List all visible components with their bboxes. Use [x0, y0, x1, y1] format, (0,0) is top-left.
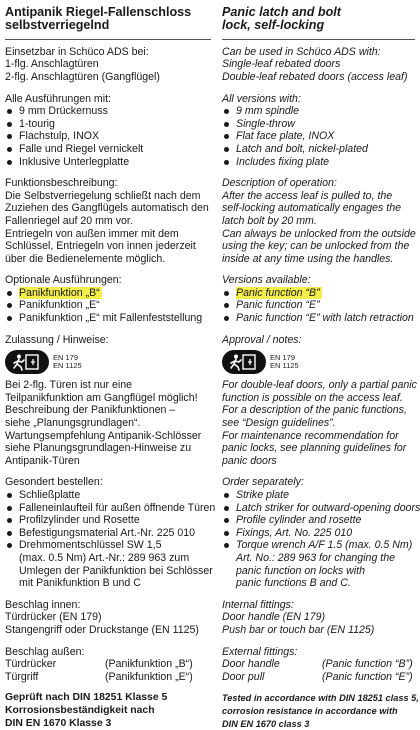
section-heading: Gesondert bestellen: [5, 476, 103, 489]
list-item: Profile cylinder and rosette [222, 514, 415, 527]
section-heading: All versions with: [222, 92, 301, 105]
table-row: Türdrücker (Panikfunktion „B“) [5, 658, 193, 671]
internal-fittings-de: Beschlag innen: Türdrücker (EN 179) Stangengriff oder Druckstange (EN 1125) [5, 599, 211, 637]
test-note-de: Geprüft nach DIN 18251 Klasse 5 Korrosionsbeständigkeit nach DIN EN 1670 Klasse 3 [5, 692, 168, 729]
list-item: 9 mm spindle [222, 105, 415, 118]
section-heading: Approval / notes: [222, 333, 302, 346]
internal-fittings-en: Internal fittings: Door handle (EN 179) Push bar or touch bar (EN 1125) [222, 599, 415, 637]
title-en: Panic latch and bolt lock, self-locking [222, 5, 341, 32]
test-note-en: Tested in accordance with DIN 18251 class 5, corrosion resistance in accordance with DIN EN 1670 class 3 [222, 693, 419, 729]
external-fittings-de [5, 646, 211, 684]
certification-mark: EN 179 EN 1125 [222, 349, 415, 375]
section-heading: Beschlag außen: [5, 645, 85, 658]
section-heading: Order separately: [222, 476, 304, 489]
table-row: Door pull (Panic function “E”) [222, 670, 413, 683]
list-item-highlighted: Panikfunktion „B“ [5, 287, 211, 300]
divider [5, 39, 211, 40]
list-item: Single-throw [222, 118, 415, 131]
list-item: Drehmomentschlüssel SW 1,5 (max. 0.5 Nm) Art.-Nr.: 289 963 zum Umlegen der Panikfunktion bei Schlösser mit Panikfunktion B und C [5, 539, 211, 589]
certification-mark: EN 179 EN 1125 [5, 349, 211, 375]
approval-en: Approval / notes: EN 179 EN 1125 For double-leaf doors, only a partial panic function is possible on the access leaf. For a description of the panic functions, see “Design guidelines”. For maintenance recommendation for panic locks, see planning guidelines for panic doors [222, 333, 417, 467]
emergency-exit-icon [5, 350, 49, 374]
list-item: Falleneinlaufteil für außen öffnende Türen [5, 502, 211, 515]
list-item: Inklusive Unterlegplatte [5, 156, 211, 169]
usage-de: Einsetzbar in Schüco ADS bei: 1-flg. Anschlagtüren 2-flg. Anschlagtüren (Gangflügel) [5, 45, 160, 83]
list-item: Falle und Riegel vernickelt [5, 143, 211, 156]
emergency-exit-icon [222, 350, 266, 374]
order-en [222, 476, 420, 590]
usage-en: Can be used in Schüco ADS with: Single-leaf rebated doors Double-leaf rebated doors (access leaf) [222, 45, 408, 83]
title-de: Antipanik Riegel-Fallenschloss selbstverriegelnd [5, 5, 192, 32]
list-item: Schließplatte [5, 489, 211, 502]
table-row: Door handle (Panic function “B”) [222, 658, 413, 671]
section-heading: Optionale Ausführungen: [5, 274, 122, 287]
list-item: Strike plate [222, 489, 415, 502]
list-item: Flat face plate, INOX [222, 130, 415, 143]
section-heading: Internal fittings: [222, 598, 294, 611]
divider [222, 39, 415, 40]
list-item: Includes fixing plate [222, 156, 415, 169]
section-heading: Alle Ausführungen mit: [5, 92, 111, 105]
function-de: Funktionsbeschreibung: Die Selbstverriegelung schließt nach dem Zuziehen des Gangflügels automatisch den Fallenriegel auf 20 mm vor. Entriegeln von außen immer mit dem Schlüssel, Entriegeln von innen jederzeit über die Bedienelemente möglich. [5, 177, 211, 265]
section-heading: Description of operation: [222, 177, 337, 190]
section-heading: External fittings: [222, 645, 298, 658]
external-fittings-en [222, 646, 415, 684]
section-heading: Funktionsbeschreibung: [5, 177, 118, 190]
list-item: Torque wrench A/F 1.5 (max. 0.5 Nm) Art. No.: 289 963 for changing the panic function on locks with panic functions B and C. [222, 539, 415, 589]
list-item: Fixings, Art. No. 225 010 [222, 527, 415, 540]
section-heading: Beschlag innen: [5, 598, 81, 611]
list-item: 1-tourig [5, 118, 211, 131]
approval-de: Zulassung / Hinweise: EN 179 EN 1125 Bei 2-flg. Türen ist nur eine Teilpanikfunktion am Gangflügel möglich! Beschreibung der Panikfunktionen – siehe „Planungsgrundlagen“. Wartungsempfehlung Antipanik-Schlösser siehe Planungsgrundlagen-Hinweise zu Antipanik-Türen [5, 334, 211, 468]
order-de [5, 476, 216, 590]
section-heading: Versions available: [222, 274, 311, 287]
list-item: Latch and bolt, nickel-plated [222, 143, 415, 156]
optional-de [5, 274, 211, 324]
list-item: Profilzylinder und Rosette [5, 514, 211, 527]
list-item: Panic function “E” [222, 299, 415, 312]
list-item: Panikfunktion „E“ [5, 299, 211, 312]
all-versions-de [5, 93, 211, 169]
section-heading: Zulassung / Hinweise: [5, 333, 109, 346]
list-item: Befestigungsmaterial Art.-Nr. 225 010 [5, 527, 211, 540]
list-item: Flachstulp, INOX [5, 130, 211, 143]
german-column [5, 5, 216, 730]
list-item: Panikfunktion „E“ mit Fallenfeststellung [5, 312, 211, 325]
list-item: Panic function “E” with latch retraction [222, 312, 415, 325]
list-item: 9 mm Drückernuss [5, 105, 211, 118]
optional-en [222, 274, 415, 324]
table-row: Türgriff (Panikfunktion „E“) [5, 670, 193, 683]
function-en: Description of operation: After the access leaf is pulled to, the self-locking automatically engages the latch bolt by 20 mm. Can always be unlocked from the outside using the key; can be unlocked from the inside at any time using the handles. [222, 177, 416, 265]
all-versions-en [222, 93, 415, 169]
list-item: Latch striker for outward-opening doors [222, 502, 415, 515]
english-column [222, 5, 420, 730]
list-item-highlighted: Panic function “B” [222, 287, 415, 300]
